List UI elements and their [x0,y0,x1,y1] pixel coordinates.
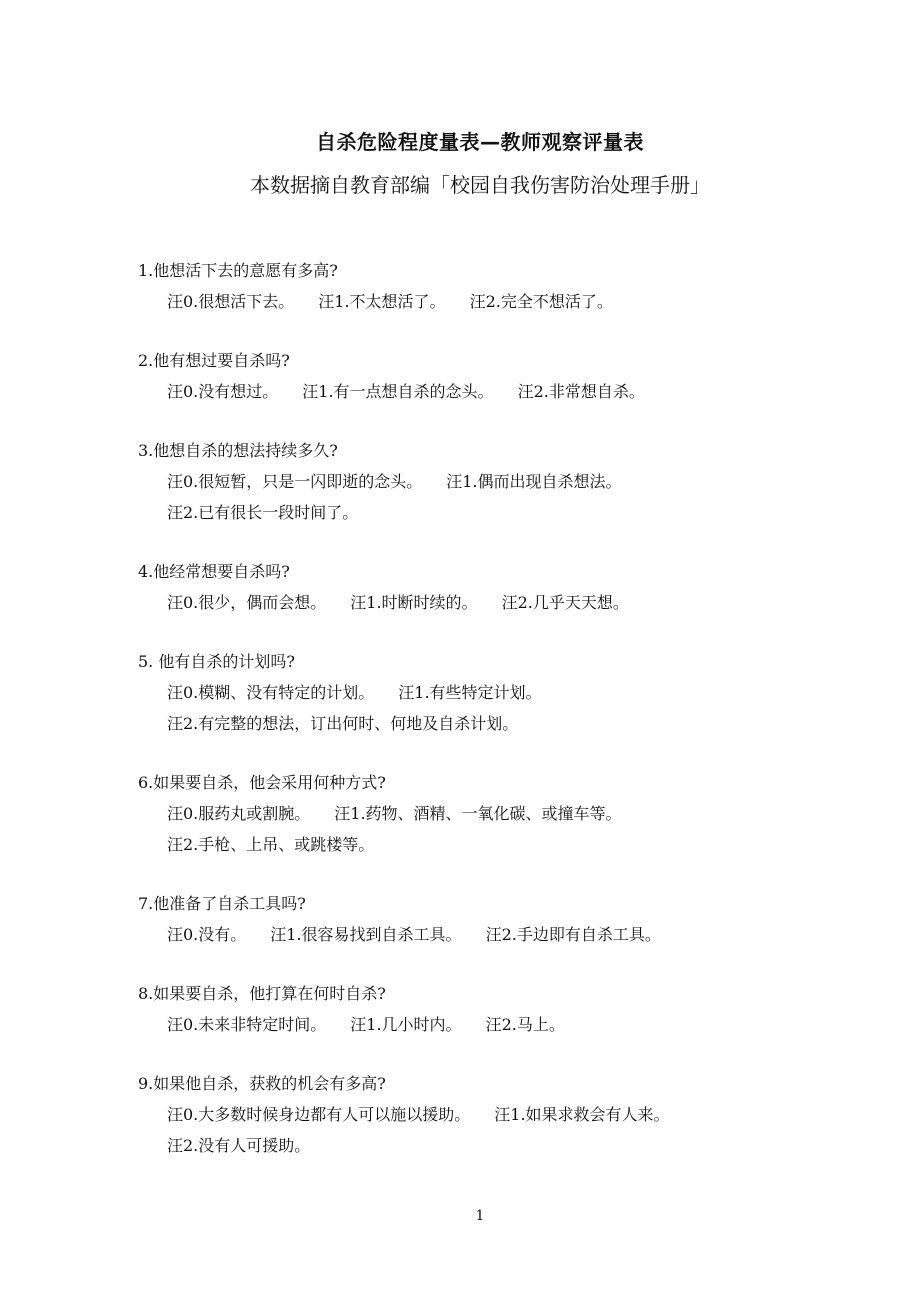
answer-option: 汪1.偶而出现自杀想法。 [446,472,622,491]
answer-option: 汪2.完全不想活了。 [469,292,613,311]
answer-option: 汪0.没有。 [167,925,247,944]
question-text: 5. 他有自杀的计划吗? [138,652,295,671]
option-group [138,286,818,317]
option-line [167,1009,818,1040]
answer-option: 汪2.非常想自杀。 [517,382,645,401]
option-group [138,798,818,860]
option-line [167,376,818,407]
answer-option: 汪2.手边即有自杀工具。 [485,925,661,944]
question-text: 9.如果他自杀，获救的机会有多高? [138,1074,386,1093]
answer-option: 汪0.很想活下去。 [167,292,295,311]
option-group [138,1099,818,1161]
question-item [138,436,818,528]
option-group [138,587,818,618]
answer-option: 汪2.没有人可援助。 [167,1136,311,1155]
answer-option: 汪0.没有想过。 [167,382,279,401]
answer-option: 汪2.已有很长一段时间了。 [167,503,359,522]
answer-option: 汪1.如果求救会有人来。 [494,1105,670,1124]
option-line [167,286,818,317]
document-subtitle: 本数据摘自教育部编「校园自我伤害防治处理手册」 [250,173,710,197]
option-line [167,1130,818,1161]
answer-option: 汪2.马上。 [485,1015,565,1034]
answer-option: 汪0.大多数时候身边都有人可以施以援助。 [167,1105,471,1124]
question-item [138,346,818,407]
option-line [167,466,818,497]
question-item [138,647,818,739]
question-text: 4.他经常想要自杀吗? [138,562,290,581]
answer-option: 汪0.很少，偶而会想。 [167,593,327,612]
option-line [167,1099,818,1130]
answer-option: 汪1.很容易找到自杀工具。 [270,925,462,944]
question-item [138,889,818,950]
question-item [138,979,818,1040]
option-group [138,466,818,528]
answer-option: 汪1.有一点想自杀的念头。 [302,382,494,401]
option-line [167,919,818,950]
question-text: 8.如果要自杀，他打算在何时自杀? [138,984,386,1003]
answer-option: 汪1.几小时内。 [350,1015,462,1034]
question-item [138,1069,818,1161]
answer-option: 汪2.几乎天天想。 [501,593,629,612]
answer-option: 汪0.服药丸或割腕。 [167,804,311,823]
answer-option: 汪0.很短暂，只是一闪即逝的念头。 [167,472,423,491]
question-list [138,256,818,1190]
answer-option: 汪1.有些特定计划。 [398,683,542,702]
option-group [138,376,818,407]
page-number: 1 [475,1208,485,1224]
question-text: 2.他有想过要自杀吗? [138,351,290,370]
answer-option: 汪1.药物、酒精、一氧化碳、或撞车等。 [334,804,622,823]
answer-option: 汪2.有完整的想法，订出何时、何地及自杀计划。 [167,714,519,733]
question-text: 7.他准备了自杀工具吗? [138,894,306,913]
question-item [138,768,818,860]
option-line [167,798,818,829]
answer-option: 汪1.不太想活了。 [318,292,446,311]
option-line [167,708,818,739]
option-line [167,677,818,708]
answer-option: 汪1.时断时续的。 [350,593,478,612]
option-line [167,497,818,528]
question-item [138,557,818,618]
question-text: 3.他想自杀的想法持续多久? [138,441,338,460]
answer-option: 汪2.手枪、上吊、或跳楼等。 [167,835,375,854]
answer-option: 汪0.未来非特定时间。 [167,1015,327,1034]
answer-option: 汪0.模糊、没有特定的计划。 [167,683,375,702]
question-item [138,256,818,317]
option-line [167,587,818,618]
option-group [138,1009,818,1040]
document-title: 自杀危险程度量表—教师观察评量表 [316,130,644,154]
question-text: 1.他想活下去的意愿有多高? [138,261,338,280]
option-line [167,829,818,860]
question-text: 6.如果要自杀，他会采用何种方式? [138,773,386,792]
option-group [138,919,818,950]
option-group [138,677,818,739]
